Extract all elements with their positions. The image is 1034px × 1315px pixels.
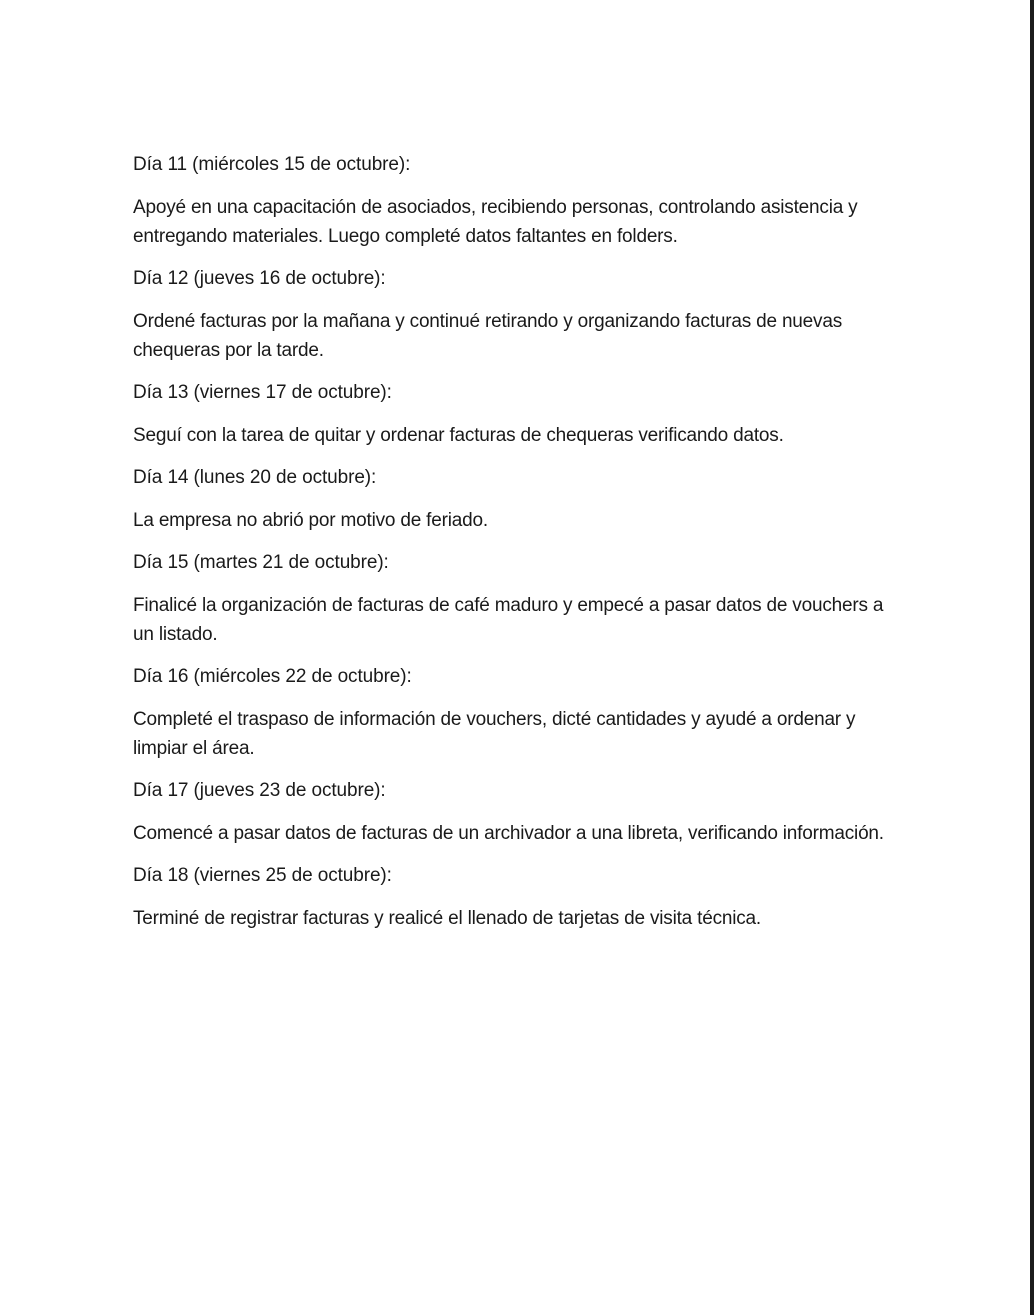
entry-title: Día 15 (martes 21 de octubre): [133,552,389,573]
entry-title: Día 16 (miércoles 22 de octubre): [133,666,412,687]
entry-title: Día 13 (viernes 17 de octubre): [133,382,392,403]
entry-body: Seguí con la tarea de quitar y ordenar facturas de chequeras verificando datos. [133,425,784,446]
entry-body: La empresa no abrió por motivo de feriado. [133,510,488,531]
entry-title: Día 14 (lunes 20 de octubre): [133,467,377,488]
entry-body: Finalicé la organización de facturas de café maduro y empecé a pasar datos de vouchers a un listado. [133,595,884,645]
entry-title: Día 18 (viernes 25 de octubre): [133,865,392,886]
entry-title: Día 12 (jueves 16 de octubre): [133,268,386,289]
entry-body: Terminé de registrar facturas y realicé el llenado de tarjetas de visita técnica. [133,908,762,929]
entry-body: Ordené facturas por la mañana y continué retirando y organizando facturas de nuevas chequeras por la tarde. [133,311,843,361]
entry-body: Comencé a pasar datos de facturas de un archivador a una libreta, verificando información. [133,823,884,844]
page-edge-border [1030,0,1034,1315]
document-content [133,150,903,946]
entry-title: Día 11 (miércoles 15 de octubre): [133,154,411,175]
entry-title: Día 17 (jueves 23 de octubre): [133,780,386,801]
entry-body: Apoyé en una capacitación de asociados, recibiendo personas, controlando asistencia y entregando materiales. Luego completé datos faltantes en folders. [133,197,858,247]
entry-body: Completé el traspaso de información de vouchers, dicté cantidades y ayudé a ordenar y limpiar el área. [133,709,856,759]
